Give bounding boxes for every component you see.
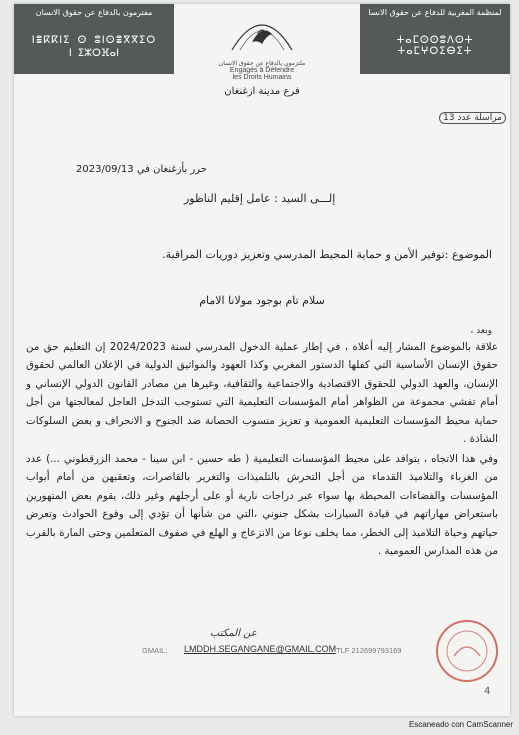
addressee: إلـــى السيد : عامل إقليم الناظور — [184, 192, 336, 205]
letter-date: حرر بأزغنغان في 2023/09/13 — [76, 164, 207, 175]
header-band-left — [14, 4, 174, 74]
logo-caption-french-2: les Droits Humains — [232, 74, 292, 81]
header-right-tifinagh: ⵜⴰⵎⵙⵙⵓⴷⵙⵜ ⵜⴰⵎⵖⵔⵉⴱⵉⵜ — [396, 35, 474, 57]
logo-caption-arabic: ملتزمون بالدفاع عن حقوق الانسان — [218, 60, 306, 67]
page-mark: 4 — [484, 686, 491, 697]
footer-phone: TLF 212699793169 — [336, 646, 402, 655]
header-left-tifinagh: ⵏⴻⴽⴽⵏⵉ ⵙ ⵓⵏⵙⴻⴳⴳⵉⵔ — [31, 35, 157, 46]
reference-badge: مراسلة عدد 13 — [439, 112, 506, 124]
opening-phrase: وبعد ، — [470, 326, 492, 336]
dove-emblem-icon — [226, 6, 298, 56]
body-paragraph-2: وفي هذا الاتجاه ، يتوافد على محيط المؤسسات التعليمية ( طه حسين - ابن سينا - محمد الزرقطوني ...) عدد من الغرباء والتلاميذ القدماء من أجل التحرش بالتلميذات والتغرير بالقاصرات، وتعقبهن من أمام أبواب المؤسسات والفضاءات المحيطة بها سواء عبر دراجات نارية أو على أرجلهم وغير ذلك، يقوم بعض المتهورين باستعراض مهاراتهم في قيادة السيارات بشكل جنوني ،التي من شأنها أن تؤدي إلى وقوع الحوادث وتعرض حياتهم وحياة التلاميذ إلى الخطر، مما يخلف نوعا من الانزعاج و الهلع في صفوف المتعلمين وحتى المارة بالقرب من هذه المدارس العمومية . — [26, 453, 498, 558]
scanner-watermark: Escaneado con CamScanner — [408, 720, 513, 729]
organization-logo — [192, 6, 332, 98]
reference-number — [439, 112, 506, 124]
header-band-right — [360, 4, 510, 74]
body-paragraph-1: علاقة بالموضوع المشار إليه أعلاه ، في إطار عملية الدخول المدرسي لسنة 2024/2023 إن التعليم حق من حقوق الإنسان الأساسية التي كفلها الدستور المغربي وكذا العهود والمواثيق الدولية في الإعلان العالمي لحقوق الإنسان، والعهد الدولي للحقوق الاقتصادية والاجتماعية والثقافية، وغيرها من مصادر القانون الدولي الإنساني و أمام تفشي مجموعة من الظواهر أمام المؤسسات التعليمية التي تستوجب التدخل العاجل لمعالجتها من أجل حماية محيط المؤسسات التعليمية العمومية و تعزيز منسوب الحصانة ضد الجنوح و الانحراف و بعض السلوكات الشاذة . — [26, 341, 498, 446]
footer-email-link[interactable]: LMDDH.SEGANGANE@GMAIL.COM — [184, 644, 337, 654]
letter-sheet — [14, 4, 510, 716]
header-left-arabic: مفترمون بالدفاع عن حقوق الانسان — [35, 8, 153, 17]
logo-caption-french-1: Engagés à Défendre — [229, 67, 295, 74]
header-right-arabic: لمنظمة المغربية للدفاع عن حقوق الانسا — [368, 8, 502, 17]
branch-name: فرع مدينة ازغنغان — [224, 86, 300, 97]
greeting: سلام تام بوجود مولانا الامام — [199, 294, 325, 307]
footer-gmail-label: GMAIL: — [142, 646, 168, 655]
handwritten-signature: عن المكتب — [210, 628, 257, 639]
header-left-tifinagh-2: ⵏ ⵉⵣⵔⴼⴰⵏ — [68, 48, 120, 59]
letter-subject: الموضوع :توفير الأمن و حماية المحيط المدرسي وتعزيز دوريات المراقبة. — [162, 248, 492, 261]
letter-footer — [14, 640, 510, 654]
